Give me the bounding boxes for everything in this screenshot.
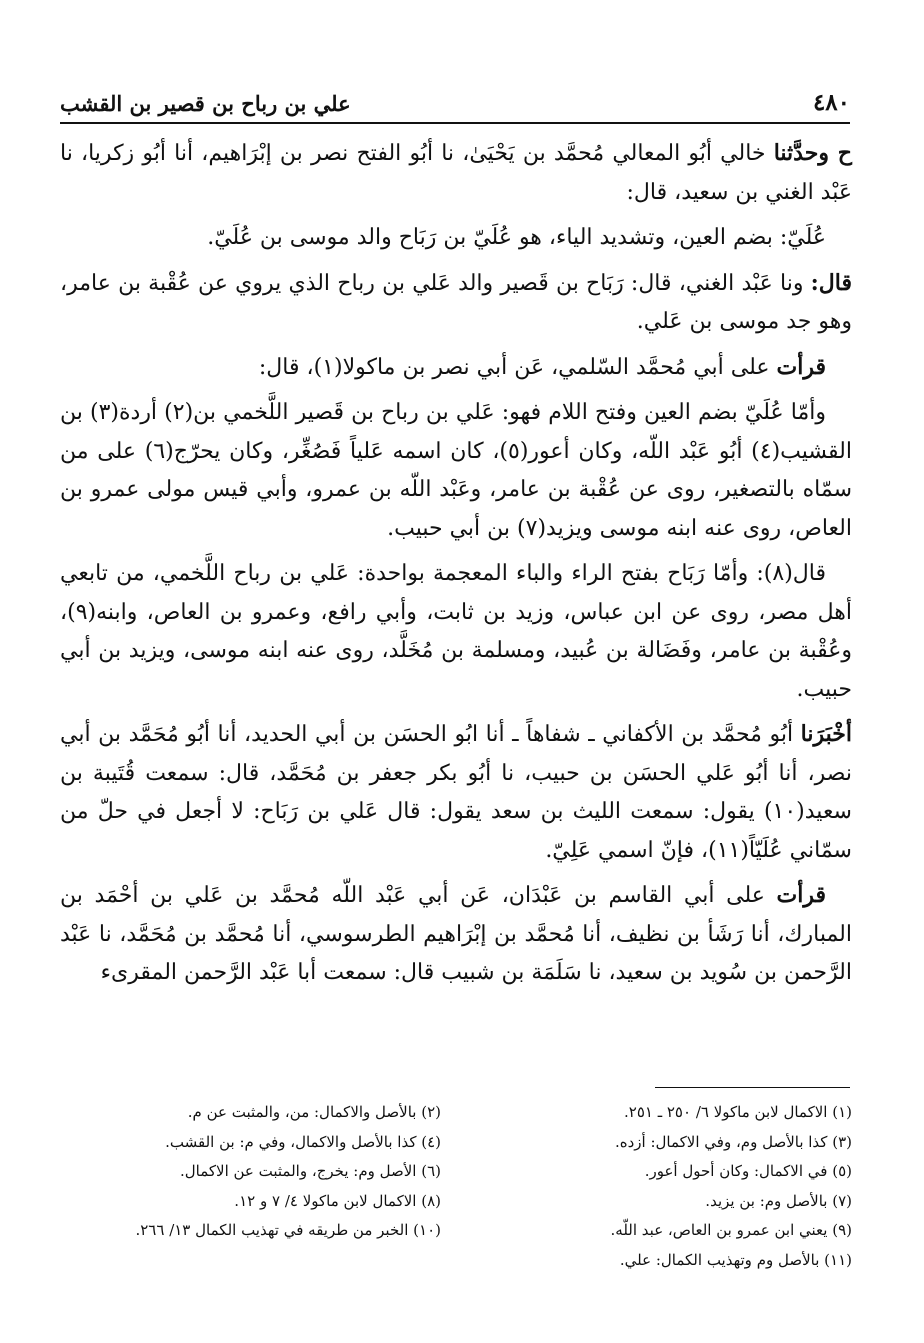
paragraph-lead: ح وحدَّثنا [773,140,852,166]
paragraph [60,393,852,548]
footnote: (٦) الأصل وم: يخرج، والمثبت عن الاكمال. [179,1162,441,1180]
footnote: (١) الاكمال لابن ماكولا ٦/ ٢٥٠ ـ ٢٥١. [623,1103,852,1121]
paragraph [60,348,852,388]
page-header [60,82,850,124]
footnote: (٢) بالأصل والاكمال: من، والمثبت عن م. [187,1103,441,1121]
running-title: علي بن رباح بن قصير بن القشب [60,91,351,116]
paragraph [60,554,852,709]
paragraph [60,264,852,342]
paragraph-text: وأمّا عُلَيّ بضم العين وفتح اللام فهو: عَلي بن رباح بن قَصير اللَّخمي بن(٢) أردة(٣) بن القشيب(٤) أبُو عَبْد اللّه، وكان أعور(٥)، كان اسمه عَلياً فَصُغِّر، وكان يحرّج(٦) على من سمّاه بالتصغير، روى عن عُقْبة بن عامر، وعَبْد اللّه بن عمرو، وأبي قيس مولى عمرو بن العاص، روى عنه ابنه موسى ويزيد(٧) بن أبي حبيب. [60,400,852,541]
paragraph [60,218,852,258]
footnote: (٤) كذا بالأصل والاكمال، وفي م: بن القشب. [165,1132,441,1151]
paragraph-text: خالي أبُو المعالي مُحمَّد بن يَحْيَىٰ، نا أبُو الفتح نصر بن إبْرَاهيم، أنا أبُو زكريا، نا عَبْد الغني بن سعيد، قال: [60,141,852,205]
paragraph-text: ونا عَبْد الغني، قال: رَبَاح بن قَصير والد عَلي بن رباح الذي يروي عن عُقْبة بن عامر، وهو جد موسى بن عَلي. [60,270,852,334]
footnote: (٥) في الاكمال: وكان أحول أعور. [644,1162,852,1180]
paragraph-text: أبُو مُحمَّد بن الأكفاني ـ شفاهاً ـ أنا ابُو الحسَن بن أبي الحديد، أنا أبُو مُحَمَّد بن أبي نصر، أنا أبُو عَلي الحسَن بن حبيب، نا أبُو بكر جعفر بن مُحَمَّد، قال: سمعت قُتَيبة بن سعيد(١٠) يقول: سمعت الليث بن سعد يقول: قال عَلي بن رَبَاح: لا أجعل في حلّ من سمّاني عُلَيّاً(١١)، فإنّ اسمي عَلِيّ. [60,722,852,863]
paragraph-text: عُلَيّ: بضم العين، وتشديد الياء، هو عُلَيّ بن رَبَاح والد موسى بن عُلَيّ. [207,225,826,250]
footnote: (٨) الاكمال لابن ماكولا ٤/ ٧ و ١٢. [234,1191,441,1210]
footnotes [60,1098,852,1275]
paragraph [60,876,852,993]
paragraph-lead: قال: [810,269,852,296]
main-text [60,134,852,999]
paragraph-text: على أبي مُحمَّد السّلمي، عَن أبي نصر بن ماكولا(١)، قال: [258,354,777,380]
paragraph-text: قال(٨): وأمّا رَبَاح بفتح الراء والباء المعجمة بواحدة: عَلي بن رباح اللَّخمي، من تابعي أهل مصر، روى عن ابن عباس، وزيد بن ثابت، وأبي رافع، وعمرو بن العاص، وابنه(٩)، وعُقْبة بن عامر، وفَضَالة بن عُبيد، ومسلمة بن مُخَلَّد، روى عنه ابنه موسى، ويزيد بن أبي حبيب. [60,561,852,702]
paragraph-text: على أبي القاسم بن عَبْدَان، عَن أبي عَبْد اللّه مُحمَّد بن عَلي بن أحْمَد بن المبارك، أنا رَشَأ بن نظيف، أنا مُحمَّد بن إبْرَاهيم الطرسوسي، أنا مُحمَّد بن مُحَمَّد، نا عَبْد الرَّحمن بن سُويد بن سعيد، نا سَلَمَة بن شبيب قال: سمعت أبا عَبْد الرَّحمن المقرىء [60,883,852,985]
paragraph-lead: أخْبَرَنا [800,721,852,747]
footnote: (٧) بالأصل وم: بن يزيد. [705,1191,852,1210]
footnote: (١٠) الخبر من طريقه في تهذيب الكمال ١٣/ ٢٦٦. [135,1221,441,1239]
footnote: (١١) بالأصل وم وتهذيب الكمال: علي. [619,1250,852,1269]
paragraph-lead: قرأت [776,882,826,908]
page-number: ٤٨٠ [812,89,850,116]
footnote: (٩) يعني ابن عمرو بن العاص، عبد اللّه. [610,1221,852,1239]
paragraph [60,715,852,870]
paragraph [60,134,852,212]
paragraph-lead: قرأت [776,353,826,380]
footnote-divider [655,1087,850,1088]
footnote: (٣) كذا بالأصل وم، وفي الاكمال: أزده. [614,1132,852,1151]
